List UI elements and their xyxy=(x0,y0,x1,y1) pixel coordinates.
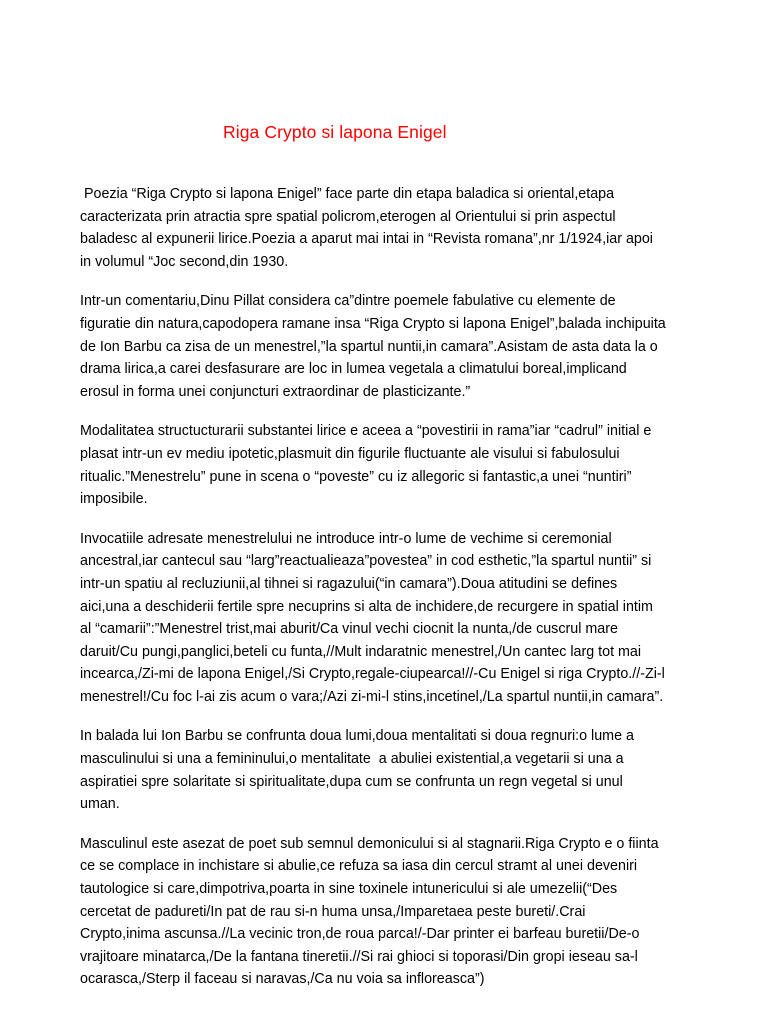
text-line: Masculinul este asezat de poet sub semnul demonicului si al stagnarii.Riga Crypto e o fiinta xyxy=(80,835,659,852)
text-line: daruit/Cu pungi,panglici,beteli cu funta,//Mult indaratnic menestrel,/Un cantec larg tot mai xyxy=(80,643,642,660)
text-line: intr-un spatiu al recluziunii,al tihnei si ragazului(“in camara”).Doua atitudini se defines xyxy=(80,575,618,592)
text-line: ocarasca,/Sterp il faceau si naravas,/Ca nu voia sa infloreasca”) xyxy=(80,971,485,988)
text-line: In balada lui Ion Barbu se confrunta doua lumi,doua mentalitati si doua regnuri:o lume a xyxy=(80,728,634,745)
document-title: Riga Crypto si lapona Enigel xyxy=(223,122,447,142)
text-line: aici,una a deschiderii fertile spre necuprins si alta de inchidere,de recurgere in spatial intim xyxy=(80,598,653,615)
text-line: figuratie din natura,capodopera ramane insa “Riga Crypto si lapona Enigel”,balada inchipuita xyxy=(80,315,666,332)
text-line: menestrel!/Cu foc l-ai zis acum o vara;/Azi zi-mi-l stins,incetinel,/La spartul nuntii,in camara”. xyxy=(80,688,664,705)
text-line: Intr-un comentariu,Dinu Pillat considera ca”dintre poemele fabulative cu elemente de xyxy=(80,293,616,310)
paragraph-1 xyxy=(80,183,740,273)
text-line: Poezia “Riga Crypto si lapona Enigel” face parte din etapa baladica si oriental,etapa xyxy=(80,186,615,202)
text-line: Modalitatea structucturarii substantei lirice e aceea a “povestirii in rama”iar “cadrul” initial e xyxy=(80,423,652,440)
text-line: plasat intr-un ev mediu ipotetic,plasmuit din figurile fluctuante ale visului si fabulosului xyxy=(80,445,620,462)
text-line: caracterizata prin atractia spre spatial policrom,eterogen al Orientului si prin aspectul xyxy=(80,208,616,225)
text-line: incearca,/Zi-mi de lapona Enigel,/Si Crypto,regale-ciupearca!//-Cu Enigel si riga Crypto.//-Zi-l xyxy=(80,666,665,683)
paragraph-2 xyxy=(80,290,740,403)
text-line: drama lirica,a carei desfasurare are loc in lumea vegetala a climatului boreal,implicand xyxy=(80,361,627,378)
text-line: al “camarii”:”Menestrel trist,mai aburit/Ca vinul vechi ciocnit la nunta,/de cuscrul mare xyxy=(80,621,618,638)
text-line: ritualic.”Menestrelu” pune in scena o “poveste” cu iz allegoric si fantastic,a unei “nuntiri” xyxy=(80,468,632,485)
paragraph-3 xyxy=(80,420,740,510)
text-line: ancestral,iar cantecul sau “larg”reactualieaza”povestea” in cod esthetic,”la spartul nuntii” si xyxy=(80,553,652,570)
paragraph-4 xyxy=(80,528,740,709)
text-line: ce se complace in inchistare si abulie,ce refuza sa iasa din cercul stramt al unei deveniri xyxy=(80,858,638,875)
text-line: baladesc al expunerii lirice.Poezia a aparut mai intai in “Revista romana”,nr 1/1924,iar apoi xyxy=(80,231,653,248)
text-line: masculinului si una a femininului,o mentalitate a abuliei existential,a vegetarii si una a xyxy=(80,751,624,768)
text-line: Crypto,inima ascunsa.//La vecinic tron,de roua parca!/-Dar printer ei barfeau buretii/De-o xyxy=(80,926,640,943)
paragraph-6 xyxy=(80,833,740,991)
text-line: Invocatiile adresate menestrelului ne introduce intr-o lume de vechime si ceremonial xyxy=(80,530,612,547)
document-body xyxy=(80,183,740,1008)
text-line: de Ion Barbu ca zisa de un menestrel,”la spartul nuntii,in camara”.Asistam de asta data la o xyxy=(80,338,658,355)
text-line: aspiratiei spre solaritate si spiritualitate,dupa cum se confrunta un regn vegetal si unul xyxy=(80,773,623,790)
text-line: erosul in forma unei conjuncturi extraordinar de plasticizante.” xyxy=(80,383,471,400)
text-line: uman. xyxy=(80,796,120,813)
text-line: tautologice si care,dimpotriva,poarta in sine toxinele intunericului si ale umezelii(“Des xyxy=(80,881,618,898)
paragraph-5 xyxy=(80,725,740,815)
text-line: imposibile. xyxy=(80,491,148,508)
text-line: cercetat de padureti/In pat de rau si-n huma unsa,/Imparetaea peste bureti/.Crai xyxy=(80,903,586,920)
text-line: vrajitoare minatarca,/De la fantana tineretii.//Si rai ghioci si toporasi/Din gropi ieseau sa-l xyxy=(80,948,638,965)
text-line: in volumul “Joc second,din 1930. xyxy=(80,253,289,270)
